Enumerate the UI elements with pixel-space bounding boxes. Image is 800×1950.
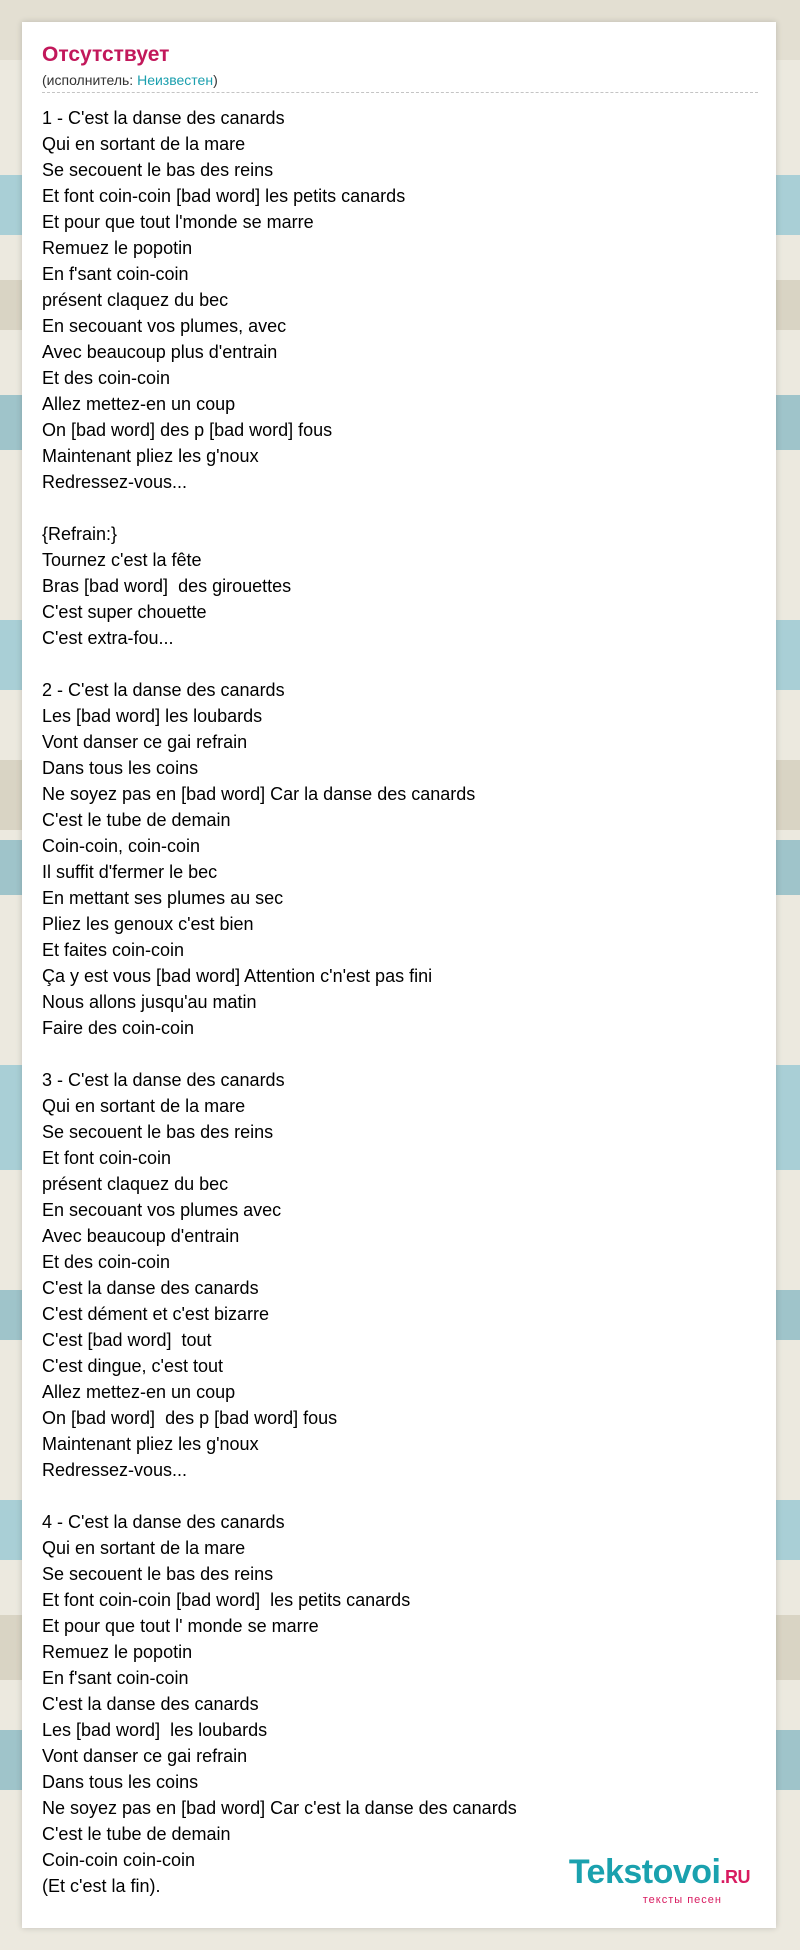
lyric-line: En f'sant coin-coin <box>42 1668 189 1688</box>
lyric-line: Ne soyez pas en [bad word] Car c'est la danse des canards <box>42 1798 517 1818</box>
lyric-line: présent claquez du bec <box>42 1174 229 1194</box>
logo-subtitle: тексты песен <box>642 1894 722 1906</box>
lyric-line: Avec beaucoup plus d'entrain <box>42 342 278 362</box>
lyric-line: Coin-coin, coin-coin <box>42 836 201 856</box>
lyric-line: C'est super chouette <box>42 602 207 622</box>
lyric-line: C'est la danse des canards <box>42 1278 259 1298</box>
lyric-line: Ça y est vous [bad word] Attention c'n'est pas fini <box>42 966 433 986</box>
lyric-line: Vont danser ce gai refrain <box>42 1746 248 1766</box>
lyric-line: On [bad word] des p [bad word] fous <box>42 1408 338 1428</box>
lyric-line: Et font coin-coin [bad word] les petits canards <box>42 1590 411 1610</box>
lyric-line: Vont danser ce gai refrain <box>42 732 248 752</box>
lyric-line <box>42 1483 758 1509</box>
lyric-line: Dans tous les coins <box>42 758 199 778</box>
lyric-line: Qui en sortant de la mare <box>42 134 246 154</box>
lyric-line: Dans tous les coins <box>42 1772 199 1792</box>
lyric-line: 1 - C'est la danse des canards <box>42 108 285 128</box>
lyric-line: C'est dément et c'est bizarre <box>42 1304 269 1324</box>
lyric-line <box>42 495 758 521</box>
lyric-line: Coin-coin coin-coin <box>42 1850 196 1870</box>
site-logo[interactable] <box>569 1855 750 1906</box>
lyric-line: Et des coin-coin <box>42 1252 171 1272</box>
lyric-line: Qui en sortant de la mare <box>42 1096 246 1116</box>
artist-line <box>42 70 758 90</box>
lyric-line: Avec beaucoup d'entrain <box>42 1226 240 1246</box>
lyric-line: Et des coin-coin <box>42 368 171 388</box>
lyric-line: Les [bad word] les loubards <box>42 706 263 726</box>
artist-suffix: ) <box>213 72 218 88</box>
lyric-line: Se secouent le bas des reins <box>42 1564 274 1584</box>
logo-tld: .RU <box>720 1867 750 1887</box>
lyric-line: Maintenant pliez les g'noux <box>42 1434 259 1454</box>
header-divider <box>42 92 758 93</box>
lyric-line: Redressez-vous... <box>42 1460 188 1480</box>
lyric-line: On [bad word] des p [bad word] fous <box>42 420 333 440</box>
lyrics-card <box>22 22 776 1928</box>
lyric-line: C'est la danse des canards <box>42 1694 259 1714</box>
lyric-line: Et font coin-coin [bad word] les petits canards <box>42 186 406 206</box>
lyric-line: Pliez les genoux c'est bien <box>42 914 254 934</box>
lyric-line: Ne soyez pas en [bad word] Car la danse des canards <box>42 784 476 804</box>
lyric-line: 2 - C'est la danse des canards <box>42 680 285 700</box>
lyric-line: présent claquez du bec <box>42 290 229 310</box>
lyric-line: Bras [bad word] des girouettes <box>42 576 292 596</box>
lyric-line: Et pour que tout l' monde se marre <box>42 1616 319 1636</box>
lyrics-text <box>42 105 758 1899</box>
lyric-line: Et faites coin-coin <box>42 940 185 960</box>
lyric-line: C'est dingue, c'est tout <box>42 1356 223 1376</box>
lyric-line: C'est extra-fou... <box>42 628 174 648</box>
lyric-line: C'est le tube de demain <box>42 810 231 830</box>
lyric-line: Maintenant pliez les g'noux <box>42 446 259 466</box>
lyric-line: Faire des coin-coin <box>42 1018 195 1038</box>
lyric-line: Et font coin-coin <box>42 1148 172 1168</box>
lyric-line: Remuez le popotin <box>42 238 193 258</box>
lyric-line <box>42 1041 758 1067</box>
lyric-line: Et pour que tout l'monde se marre <box>42 212 314 232</box>
lyric-line: Redressez-vous... <box>42 472 188 492</box>
lyric-line: En secouant vos plumes avec <box>42 1200 282 1220</box>
lyric-line: Nous allons jusqu'au matin <box>42 992 257 1012</box>
lyric-line <box>42 651 758 677</box>
artist-prefix: (исполнитель: <box>42 72 138 88</box>
lyric-line: Se secouent le bas des reins <box>42 160 274 180</box>
logo-text: Tekstovoi <box>568 1853 721 1891</box>
lyric-line: Se secouent le bas des reins <box>42 1122 274 1142</box>
lyric-line: C'est [bad word] tout <box>42 1330 212 1350</box>
lyric-line: C'est le tube de demain <box>42 1824 231 1844</box>
lyric-line: En secouant vos plumes, avec <box>42 316 287 336</box>
lyric-line: En mettant ses plumes au sec <box>42 888 284 908</box>
lyric-line: Les [bad word] les loubards <box>42 1720 268 1740</box>
artist-link[interactable]: Неизвестен <box>137 72 214 88</box>
lyric-line: {Refrain:} <box>42 524 118 544</box>
lyric-line: Remuez le popotin <box>42 1642 193 1662</box>
song-title: Отсутствует <box>42 43 170 66</box>
lyric-line: Allez mettez-en un coup <box>42 1382 236 1402</box>
lyric-line: Tournez c'est la fête <box>42 550 202 570</box>
lyric-line: Allez mettez-en un coup <box>42 394 236 414</box>
lyric-line: 3 - C'est la danse des canards <box>42 1070 285 1090</box>
lyric-line: 4 - C'est la danse des canards <box>42 1512 285 1532</box>
lyric-line: (Et c'est la fin). <box>42 1876 161 1896</box>
lyric-line: En f'sant coin-coin <box>42 264 189 284</box>
lyric-line: Il suffit d'fermer le bec <box>42 862 218 882</box>
lyric-line: Qui en sortant de la mare <box>42 1538 246 1558</box>
